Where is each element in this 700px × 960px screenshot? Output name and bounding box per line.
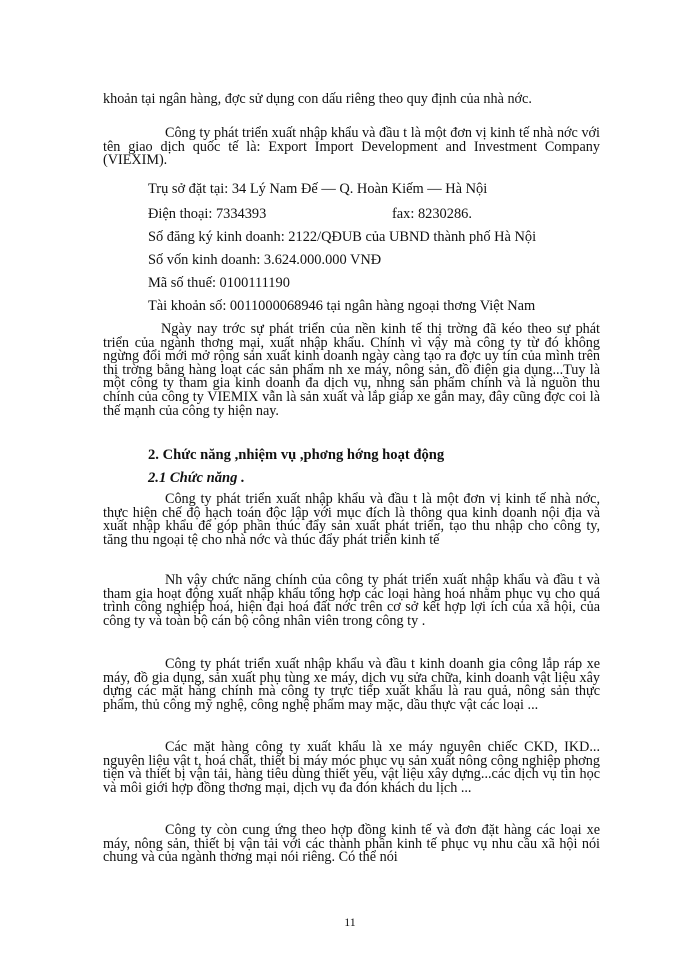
registration-line: Số đăng ký kinh doanh: 2122/QĐUB của UBND thành phố Hà Nội: [148, 229, 537, 245]
section-heading: 2. Chức năng ,nhiệm vụ ,phơng hớng hoạt động: [148, 447, 445, 463]
bank-account-line: Tài khoản số: 0011000068946 tại ngân hàng ngoại thơng Việt Nam: [148, 298, 536, 314]
paragraph-supply: Công ty còn cung ứng theo hợp đồng kinh tế và đơn đặt hàng các loại xe máy, nông sản, thiết bị vận tải với các thành phần kinh tế phục vụ nhu cầu xã hội nói chung và của ngành thơng mại nói riêng. Có thể nói: [103, 822, 600, 866]
paragraph-business-lines: Công ty phát triển xuất nhập khẩu và đầu t kinh doanh gia công lắp ráp xe máy, đồ gia dụng, sản xuất phụ tùng xe máy, dịch vụ sửa chữa, kinh doanh vật liệu xây dựng các mặt hàng chính mà công ty trực tiếp xuất khẩu là rau quả, nông sản thực phẩm, thủ công mỹ nghệ, công nghệ phẩm may mặc, dầu thực vật các loại ...: [103, 656, 600, 713]
paragraph-development: Ngày nay trớc sự phát triển của nền kinh tế thị trờng đã kéo theo sự phát triển của ngành thơng mại, xuất nhập khẩu. Chính vì vậy mà công ty từ đó không ngừng đổi mới mở rộng sản xuất kinh doanh ngày càng tạo ra đợc uy tín của mình trên thị trờng bằng hàng loạt các sản phẩm nh xe máy, nông sản, đồ điện gia dụng...Tuy là một công ty tham gia kinh doanh đa dịch vụ, nhng sản phẩm chính và là nguồn thu chính của công ty VIEMIX vẫn là sản xuất và lắp giáp xe gắn may, đây cũng đợc coi là thế mạnh của công ty hiện nay.: [103, 321, 600, 419]
paragraph-main-function: Nh vậy chức năng chính của công ty phát triển xuất nhập khẩu và đầu t và tham gia hoạt động xuất nhập khẩu tổng hợp các loại hàng hoá nhằm phục vụ cho quá trình công nghiệp hoá, hiện đại hoá đất nớc trên cơ sở kết hợp lợi ích của xã hội, của công ty và toàn bộ cán bộ công nhân viên trong công ty .: [103, 572, 600, 629]
paragraph-export-goods: Các mặt hàng công ty xuất khẩu là xe máy nguyên chiếc CKD, IKD... nguyên liệu vật t, hoá chất, thiết bị máy móc phục vụ sản xuất nông công nghiệp phơng tiện và thiết bị vận tải, hàng tiêu dùng thiết yếu, vật liệu xây dựng...các dịch vụ tin học và môi giới hợp đồng thơng mại, dịch vụ đa đón khách du lịch ...: [103, 739, 600, 796]
paragraph-continuation: khoản tại ngân hàng, đợc sử dụng con dấu riêng theo quy định của nhà nớc.: [103, 91, 532, 107]
capital-line: Số vốn kinh doanh: 3.624.000.000 VNĐ: [148, 252, 382, 268]
phone-line: Điện thoại: 7334393: [148, 206, 267, 222]
tax-code-line: Mã số thuế: 0100111190: [148, 275, 290, 291]
page-number: 11: [344, 915, 356, 929]
fax-line: fax: 8230286.: [392, 206, 472, 222]
subsection-heading: 2.1 Chức năng .: [148, 470, 245, 486]
address-line: Trụ sở đặt tại: 34 Lý Nam Đế — Q. Hoàn Kiếm — Hà Nội: [148, 181, 488, 197]
paragraph-function: Công ty phát triển xuất nhập khẩu và đầu t là một đơn vị kinh tế nhà nớc, thực hiện chế độ hạch toán độc lập với mục đích là thông qua kinh doanh nội địa và xuất nhập khẩu để góp phần thúc đẩy sản xuất phát triển, tạo thu nhập cho công ty, tăng thu ngoại tệ cho nhà nớc và thúc đẩy phát triển kinh tế: [103, 491, 600, 548]
paragraph-company-intro: Công ty phát triển xuất nhập khẩu và đầu t là một đơn vị kinh tế nhà nớc với tên giao dịch quốc tế là: Export Import Development and Investment Company (VIEXIM).: [103, 125, 600, 169]
